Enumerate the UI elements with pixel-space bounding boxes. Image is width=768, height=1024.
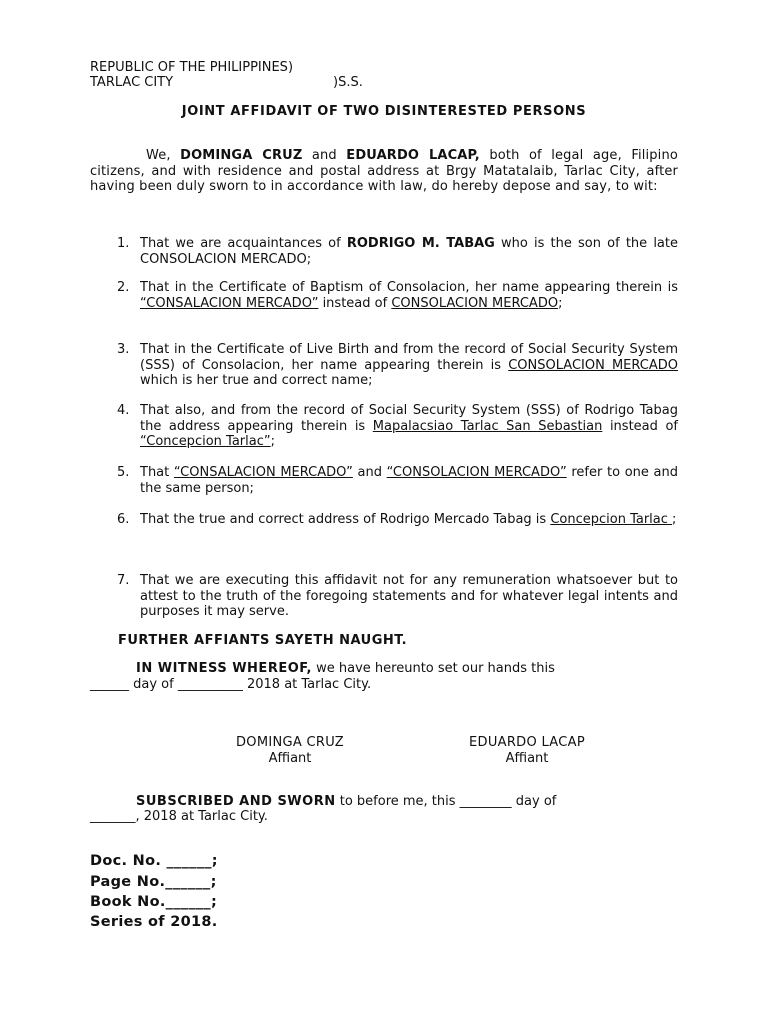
list-item [117, 280, 678, 311]
underlined-name: “CONSALACION MERCADO” [173, 465, 353, 480]
item-text: That we are acquaintances of [140, 236, 347, 251]
document-title: JOINT AFFIDAVIT OF TWO DISINTERESTED PERSONS [181, 104, 587, 119]
item-number: 6. [117, 512, 130, 527]
item-number: 4. [117, 403, 130, 418]
item-number: 2. [117, 280, 130, 295]
underlined-name: CONSOLACION MERCADO [508, 357, 678, 373]
signatory-role: Affiant [268, 750, 312, 766]
caption-line-2 [90, 75, 173, 91]
signatory-name: EDUARDO LACAP [469, 735, 585, 750]
jurat-date-line: _______, 2018 at Tarlac City. [90, 809, 268, 824]
item-number: 5. [117, 465, 130, 480]
item-number: 1. [117, 236, 130, 251]
caption-line-1 [90, 60, 293, 76]
signature-block-1 [210, 735, 370, 766]
item-text-mid: instead of [318, 295, 392, 311]
intro-rest: both of legal age, Filipino citizens, and with residence and postal address at Brgy Matatalaib, Tarlac City, after having been duly sworn to in accordance with law, do hereby depose and say, to wit: [90, 148, 678, 194]
item-text-end: ; [270, 434, 275, 449]
caption-republic: REPUBLIC OF THE PHILIPPINES) [90, 60, 294, 75]
caption-ss-text: )S.S. [333, 75, 363, 90]
witness-rest: we have hereunto set our hands this [312, 661, 555, 676]
signatory-name: DOMINGA CRUZ [235, 735, 345, 750]
signatory-role: Affiant [505, 750, 549, 766]
item-text: That we are executing this affidavit not for any remuneration whatsoever but to attest to the truth of the foregoing statements and for whatever legal intents and purposes it may serve. [140, 573, 678, 619]
affiant-1-name: DOMINGA CRUZ [180, 148, 303, 163]
list-item [117, 342, 678, 389]
item-text: That the true and correct address of Rodrigo Mercado Tabag is [140, 512, 551, 527]
intro-and: and [311, 148, 337, 163]
intro-paragraph [90, 148, 678, 195]
witness-date-line: ______ day of __________ 2018 at Tarlac City. [90, 677, 372, 692]
book-number: Book No.______; [90, 894, 218, 910]
signature-block-2 [447, 735, 607, 766]
underlined-address: Concepcion Tarlac [550, 512, 673, 527]
list-item [117, 403, 678, 450]
list-item [117, 465, 678, 496]
list-item [117, 236, 678, 267]
page-number: Page No.______; [90, 874, 217, 890]
underlined-address: Mapalacsiao Tarlac San Sebastian [372, 418, 603, 434]
underlined-name: “CONSALACION MERCADO” [140, 295, 319, 311]
jurat-bold: SUBSCRIBED AND SWORN [136, 794, 336, 809]
item-text: That in the Certificate of Baptism of Consolacion, her name appearing therein is [140, 280, 678, 295]
item-text: That also, and from the record of Social Security System (SSS) of Rodrigo Tabag the address appearing therein is [140, 403, 678, 434]
further-affiants-statement: FURTHER AFFIANTS SAYETH NAUGHT. [118, 633, 408, 648]
item-text-end: who is the son of the late CONSOLACION MERCADO; [140, 236, 678, 267]
jurat-rest: to before me, this ________ day of [335, 794, 557, 809]
jurat-paragraph [90, 794, 678, 810]
item-number: 3. [117, 342, 130, 357]
item-text-mid: and [352, 465, 387, 480]
underlined-name: CONSOLACION MERCADO [391, 295, 559, 311]
item-text: That [140, 465, 174, 480]
caption-city: TARLAC CITY [90, 75, 174, 90]
caption-ss [333, 75, 363, 91]
item-text-end: which is her true and correct name; [140, 373, 373, 388]
item-text-mid: instead of [602, 418, 678, 434]
list-item [117, 512, 678, 528]
item-text-end: refer to one and the same person; [140, 465, 678, 496]
item-text: That in the Certificate of Live Birth and from the record of Social Security System (SSS) of Consolacion, her name appearing therein is [140, 342, 678, 373]
witness-paragraph [90, 661, 678, 677]
underlined-address: “Concepcion Tarlac” [140, 434, 271, 449]
affiant-2-name: EDUARDO LACAP, [346, 148, 480, 163]
witness-bold: IN WITNESS WHEREOF, [136, 661, 312, 676]
item-number: 7. [117, 573, 130, 588]
underlined-name: “CONSOLACION MERCADO” [386, 465, 567, 480]
intro-we: We, [146, 148, 171, 163]
item-text-end: ; [558, 295, 563, 311]
person-name: RODRIGO M. TABAG [346, 236, 495, 251]
item-text-end: ; [672, 512, 677, 527]
doc-number: Doc. No. ______; [90, 853, 218, 869]
series-year: Series of 2018. [90, 914, 218, 930]
list-item [117, 573, 678, 620]
